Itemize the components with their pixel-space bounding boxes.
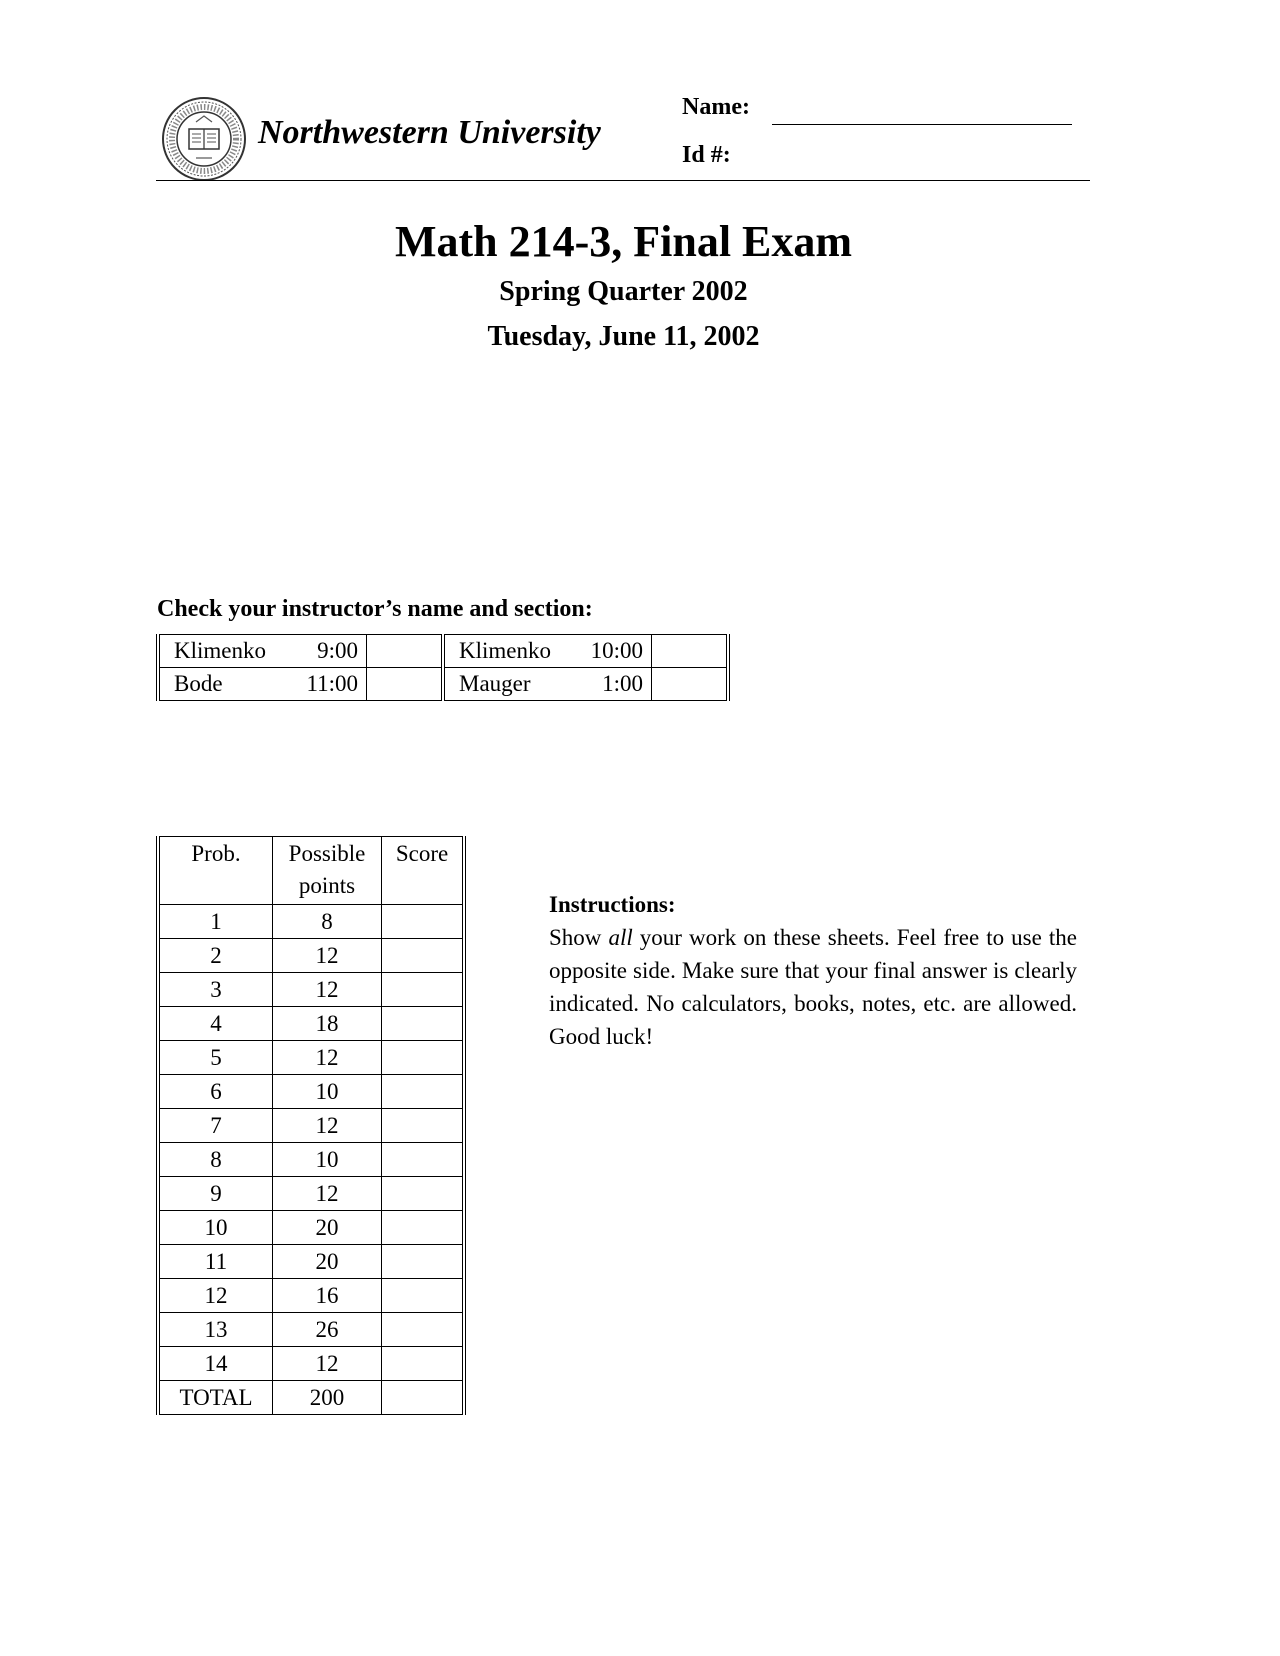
instructor-row: [158, 635, 728, 668]
possible-points: 16: [273, 1279, 382, 1313]
instructions-text-post: your work on these sheets. Feel free to use the opposite side. Make sure that your final answer is clearly indicated. No calculators, books, notes, etc. are allowed. Good luck!: [549, 925, 1077, 1049]
header-points-line1: Possible: [288, 841, 366, 866]
instructor-name: Bode: [158, 668, 292, 701]
table-row: [158, 1347, 464, 1381]
score-cell[interactable]: [382, 1347, 465, 1381]
prob-number: TOTAL: [158, 1381, 273, 1415]
section-time: 1:00: [577, 668, 652, 701]
prob-number: 4: [158, 1007, 273, 1041]
possible-points: 10: [273, 1143, 382, 1177]
instructor-row: [158, 668, 728, 701]
id-label: Id #:: [682, 142, 731, 168]
table-row: [158, 1381, 464, 1415]
prob-number: 6: [158, 1075, 273, 1109]
table-row: [158, 1109, 464, 1143]
instructions-block: [549, 888, 1077, 1053]
name-label: Name:: [682, 94, 750, 120]
header-points-line2: points: [298, 873, 356, 898]
score-cell[interactable]: [382, 1279, 465, 1313]
prob-number: 11: [158, 1245, 273, 1279]
score-cell[interactable]: [382, 1381, 465, 1415]
score-cell[interactable]: [382, 1177, 465, 1211]
score-cell[interactable]: [382, 1007, 465, 1041]
section-checkbox[interactable]: [652, 668, 729, 701]
instructions-heading: Instructions:: [549, 892, 676, 917]
possible-points: 12: [273, 1347, 382, 1381]
instructor-name: Klimenko: [443, 635, 577, 668]
prob-number: 13: [158, 1313, 273, 1347]
prob-number: 3: [158, 973, 273, 1007]
prob-number: 1: [158, 905, 273, 939]
score-cell[interactable]: [382, 939, 465, 973]
section-checkbox[interactable]: [367, 668, 444, 701]
possible-points: 18: [273, 1007, 382, 1041]
exam-date: Tuesday, June 11, 2002: [487, 321, 760, 352]
possible-points: 12: [273, 1109, 382, 1143]
table-row: [158, 1143, 464, 1177]
score-table-header: [158, 837, 464, 905]
prob-number: 7: [158, 1109, 273, 1143]
instructor-table: [156, 634, 730, 701]
prob-number: 14: [158, 1347, 273, 1381]
table-row: [158, 1007, 464, 1041]
section-time: 11:00: [292, 668, 367, 701]
prob-number: 2: [158, 939, 273, 973]
section-checkbox[interactable]: [367, 635, 444, 668]
table-row: [158, 1177, 464, 1211]
prob-number: 5: [158, 1041, 273, 1075]
score-table: [156, 836, 466, 1415]
university-name: Northwestern University: [258, 114, 601, 151]
instructor-name: Klimenko: [158, 635, 292, 668]
section-time: 10:00: [577, 635, 652, 668]
header-prob: Prob.: [158, 837, 273, 905]
possible-points: 10: [273, 1075, 382, 1109]
instructor-name: Mauger: [443, 668, 577, 701]
table-row: [158, 939, 464, 973]
table-row: [158, 905, 464, 939]
table-row: [158, 973, 464, 1007]
instructions-emphasis: all: [608, 925, 633, 950]
prob-number: 9: [158, 1177, 273, 1211]
possible-points: 8: [273, 905, 382, 939]
score-cell[interactable]: [382, 1109, 465, 1143]
possible-points: 12: [273, 973, 382, 1007]
score-cell[interactable]: [382, 1143, 465, 1177]
prob-number: 8: [158, 1143, 273, 1177]
possible-points: 20: [273, 1211, 382, 1245]
score-cell[interactable]: [382, 1245, 465, 1279]
score-cell[interactable]: [382, 1313, 465, 1347]
header-rule: [156, 180, 1090, 181]
instructions-text-pre: Show: [549, 925, 609, 950]
section-checkbox[interactable]: [652, 635, 729, 668]
table-row: [158, 1075, 464, 1109]
table-row: [158, 1211, 464, 1245]
possible-points: 12: [273, 1041, 382, 1075]
table-row: [158, 1041, 464, 1075]
score-cell[interactable]: [382, 1041, 465, 1075]
score-cell[interactable]: [382, 973, 465, 1007]
prob-number: 12: [158, 1279, 273, 1313]
table-row: [158, 1279, 464, 1313]
score-cell[interactable]: [382, 905, 465, 939]
score-cell[interactable]: [382, 1075, 465, 1109]
name-field-line[interactable]: [772, 124, 1072, 125]
possible-points: 12: [273, 1177, 382, 1211]
exam-term: Spring Quarter 2002: [499, 276, 748, 307]
possible-points: 200: [273, 1381, 382, 1415]
exam-title: Math 214-3, Final Exam: [394, 217, 853, 266]
table-row: [158, 1313, 464, 1347]
possible-points: 12: [273, 939, 382, 973]
possible-points: 20: [273, 1245, 382, 1279]
header-possible-points: [273, 837, 382, 905]
prob-number: 10: [158, 1211, 273, 1245]
university-seal-icon: [161, 96, 247, 182]
score-cell[interactable]: [382, 1211, 465, 1245]
header-score: Score: [382, 837, 465, 905]
possible-points: 26: [273, 1313, 382, 1347]
instructor-section-heading: Check your instructor’s name and section:: [157, 596, 593, 622]
table-row: [158, 1245, 464, 1279]
section-time: 9:00: [292, 635, 367, 668]
